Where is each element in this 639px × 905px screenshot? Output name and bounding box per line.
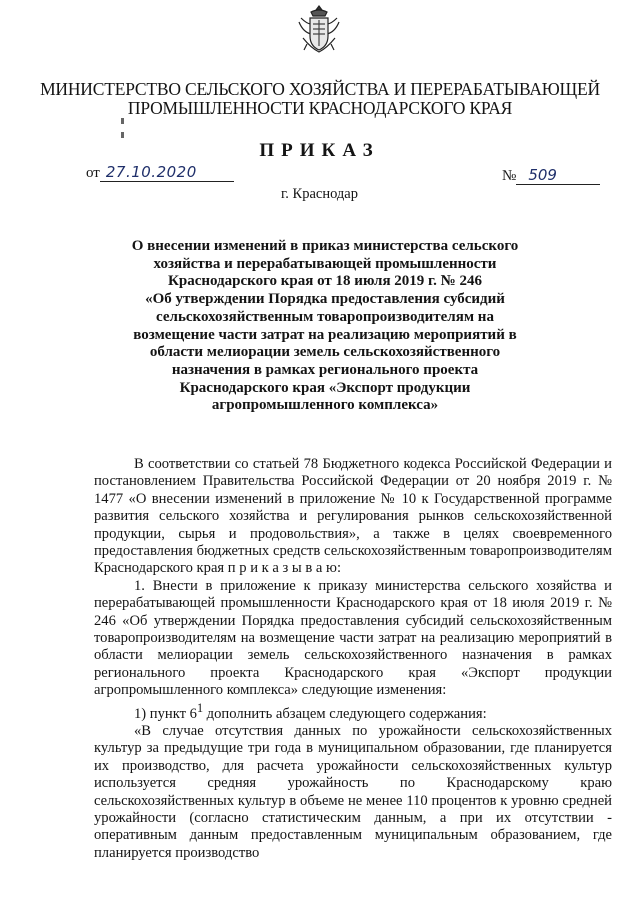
ministry-name-line-1: МИНИСТЕРСТВО СЕЛЬСКОГО ХОЗЯЙСТВА И ПЕРЕРАБАТЫВАЮЩЕЙ: [40, 79, 600, 99]
body-paragraph: «В случае отсутствия данных по урожайности сельскохозяйственных культур за предыдущие три года в муниципальном образовании, где планируется их производство, для расчета урожайности сельскохозяйственных культур используется средняя урожайность по Краснодарскому краю сельскохозяйственных культур в объеме не менее 110 процентов к уровню средней урожайности (согласно статистическим данным, а при их отсутствии - оперативным данным предоставленным муниципальным образованием, где планируется производство: [94, 722, 612, 861]
heading-line: «Об утверждении Порядка предоставления субсидий: [145, 291, 505, 308]
ministry-name-line-2: ПРОМЫШЛЕННОСТИ КРАСНОДАРСКОГО КРАЯ: [127, 98, 513, 118]
date-prefix: от: [86, 165, 100, 181]
number-prefix: №: [502, 168, 517, 184]
order-number: [502, 166, 600, 185]
coat-of-arms-icon: [297, 4, 341, 56]
item-text: 1) пункт 6: [134, 705, 197, 722]
order-heading: [100, 238, 550, 415]
order-date: [86, 163, 234, 182]
heading-line: хозяйства и перерабатывающей промышленности: [153, 255, 497, 272]
item-superscript: 1: [196, 700, 204, 715]
number-handwritten: 509: [516, 166, 600, 185]
heading-line: области мелиорации земель сельскохозяйственного: [149, 344, 501, 361]
body-paragraph: В соответствии со статьей 78 Бюджетного кодекса Российской Федерации и постановлением Правительства Российской Федерации от 20 ноября 2019 г. № 1477 «О внесении изменений в приложение № 10 к Государственной программе развития сельского хозяйства и регулирования рынков сельскохозяйственной продукции, сырья и продовольствия», а также в целях своевременного предоставления бюджетных средств сельскохозяйственным товаропроизводителям Краснодарского края п р и к а з ы в а ю:: [94, 456, 612, 577]
heading-line: О внесении изменений в приказ министерства сельского: [131, 238, 519, 254]
ministry-name: [40, 80, 600, 118]
heading-line: агропромышленного комплекса»: [211, 397, 439, 414]
city: г. Краснодар: [280, 186, 358, 202]
item-text: дополнить абзацем следующего содержания:: [203, 705, 487, 722]
heading-line: сельскохозяйственным товаропроизводителям на: [156, 308, 494, 325]
heading-line: Краснодарского края «Экспорт продукции: [179, 379, 471, 396]
date-handwritten: 27.10.2020: [100, 163, 234, 182]
body-paragraph: [94, 700, 612, 723]
heading-line: возмещение части затрат на реализацию мероприятий в: [133, 326, 517, 343]
body-paragraph: 1. Внести в приложение к приказу министерства сельского хозяйства и перерабатывающей промышленности Краснодарского края от 18 июля 2019 г. № 246 «Об утверждении Порядка предоставления субсидий сельскохозяйственным товаропроизводителям на возмещение части затрат на реализацию мероприятий в области мелиорации земель сельскохозяйственного назначения в рамках регионального проекта Краснодарского края «Экспорт продукции агропромышленного комплекса» следующие изменения:: [94, 577, 612, 699]
scan-mark: [121, 118, 124, 124]
order-title: ПРИКАЗ: [259, 140, 380, 161]
scan-mark: [121, 132, 124, 138]
heading-line: назначения в рамках регионального проекта: [171, 361, 479, 378]
heading-line: Краснодарского края от 18 июля 2019 г. № 246: [167, 273, 483, 290]
order-body: [94, 456, 612, 862]
